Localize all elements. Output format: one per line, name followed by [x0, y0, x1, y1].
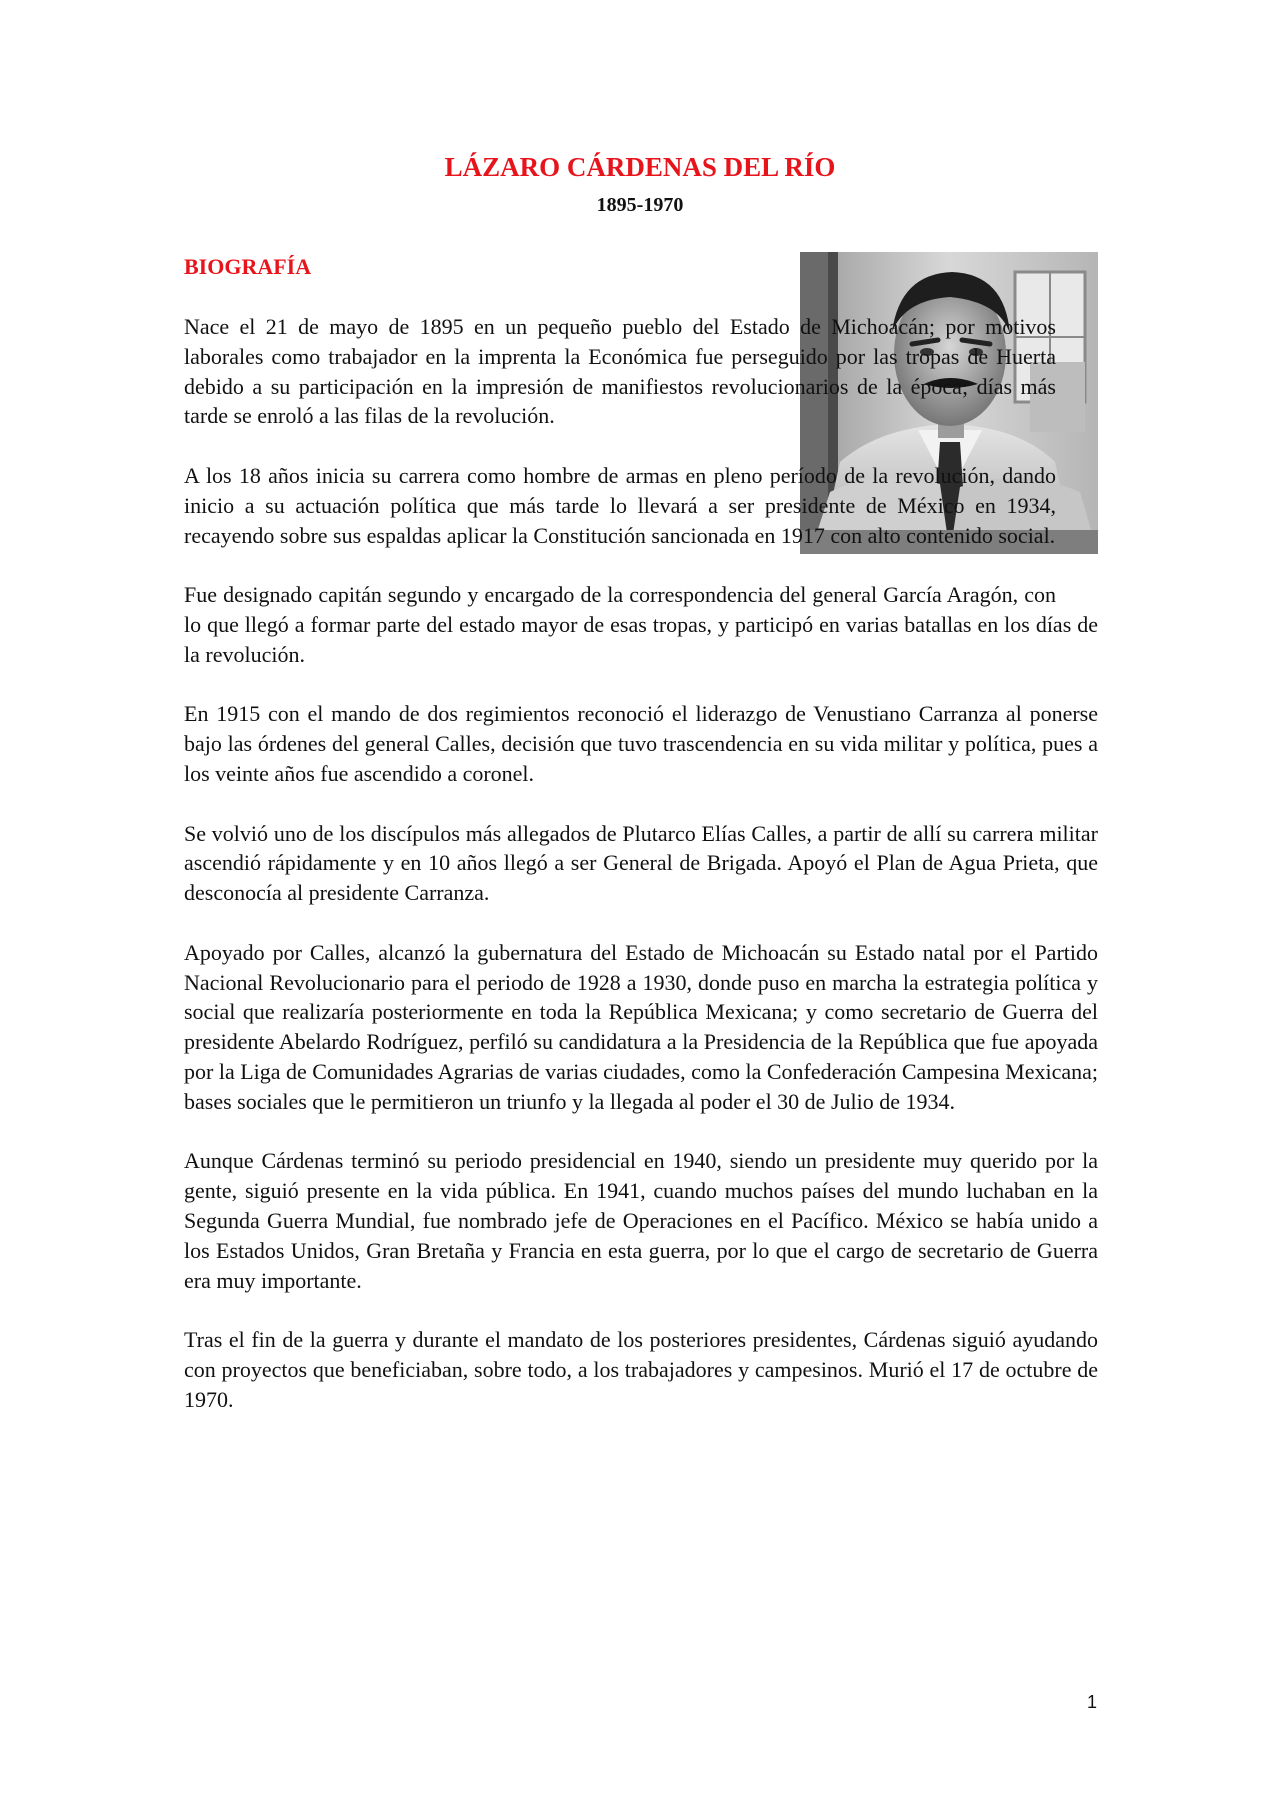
- document-years: 1895-1970: [596, 194, 684, 216]
- section-heading: BIOGRAFÍA: [184, 254, 312, 279]
- page-number: 1: [1087, 1692, 1098, 1712]
- photo-spacer: [1074, 312, 1098, 584]
- document-title: LÁZARO CÁRDENAS DEL RÍO: [444, 152, 836, 182]
- paragraph: A los 18 años inicia su carrera como hombre de armas en pleno período de la revolución, dando inicio a su actuación política que más tarde lo llevará a ser presidente de México en 1934, recayendo sobre sus espaldas aplicar la Constitución sancionada en 1917 con alto contenido social.: [184, 462, 1056, 548]
- paragraph: Nace el 21 de mayo de 1895 en un pequeño pueblo del Estado de Michoacán; por motivos laborales como trabajador en la imprenta la Económica fue perseguido por las tropas de Huerta debido a su participación en la impresión de manifiestos revolucionarios de la época; días más tarde se enroló a las filas de la revolución.: [184, 314, 1056, 429]
- biography-text: [184, 312, 1098, 1444]
- paragraph: Apoyado por Calles, alcanzó la gubernatura del Estado de Michoacán su Estado natal por el Partido Nacional Revolucionario para el periodo de 1928 a 1930, donde puso en marcha la estrategia política y social que realizaría posteriormente en toda la República Mexicana; y como secretario de Guerra del presidente Abelardo Rodríguez, perfiló su candidatura a la Presidencia de la República que fue apoyada por la Liga de Comunidades Agrarias de varias ciudades, como la Confederación Campesina Mexicana; bases sociales que le permitieron un triunfo y la llegada al poder el 30 de Julio de 1934.: [184, 939, 1098, 1114]
- paragraph: En 1915 con el mando de dos regimientos reconoció el liderazgo de Venustiano Carranza al ponerse bajo las órdenes del general Calles, decisión que tuvo trascendencia en su vida militar y política, pues a los veinte años fue ascendido a coronel.: [184, 701, 1098, 786]
- paragraph: Tras el fin de la guerra y durante el mandato de los posteriores presidentes, Cárdenas siguió ayudando con proyectos que beneficiaban, sobre todo, a los trabajadores y campesinos. Murió el 17 de octubre de 1970.: [184, 1327, 1098, 1412]
- paragraph: Se volvió uno de los discípulos más allegados de Plutarco Elías Calles, a partir de allí su carrera militar ascendió rápidamente y en 10 años llegó a ser General de Brigada. Apoyó el Plan de Agua Prieta, que desconocía al presidente Carranza.: [184, 820, 1098, 906]
- paragraph: Fue designado capitán segundo y encargado de la correspondencia del general García Aragón, con lo que llegó a formar parte del estado mayor de esas tropas, y participó en varias batallas en los días de la revolución.: [184, 582, 1098, 667]
- paragraph: Aunque Cárdenas terminó su periodo presidencial en 1940, siendo un presidente muy querido por la gente, siguió presente en la vida pública. En 1941, cuando muchos países del mundo luchaban en la Segunda Guerra Mundial, fue nombrado jefe de Operaciones en el Pacífico. México se había unido a los Estados Unidos, Gran Bretaña y Francia en esta guerra, por lo que el cargo de secretario de Guerra era muy importante.: [184, 1148, 1098, 1293]
